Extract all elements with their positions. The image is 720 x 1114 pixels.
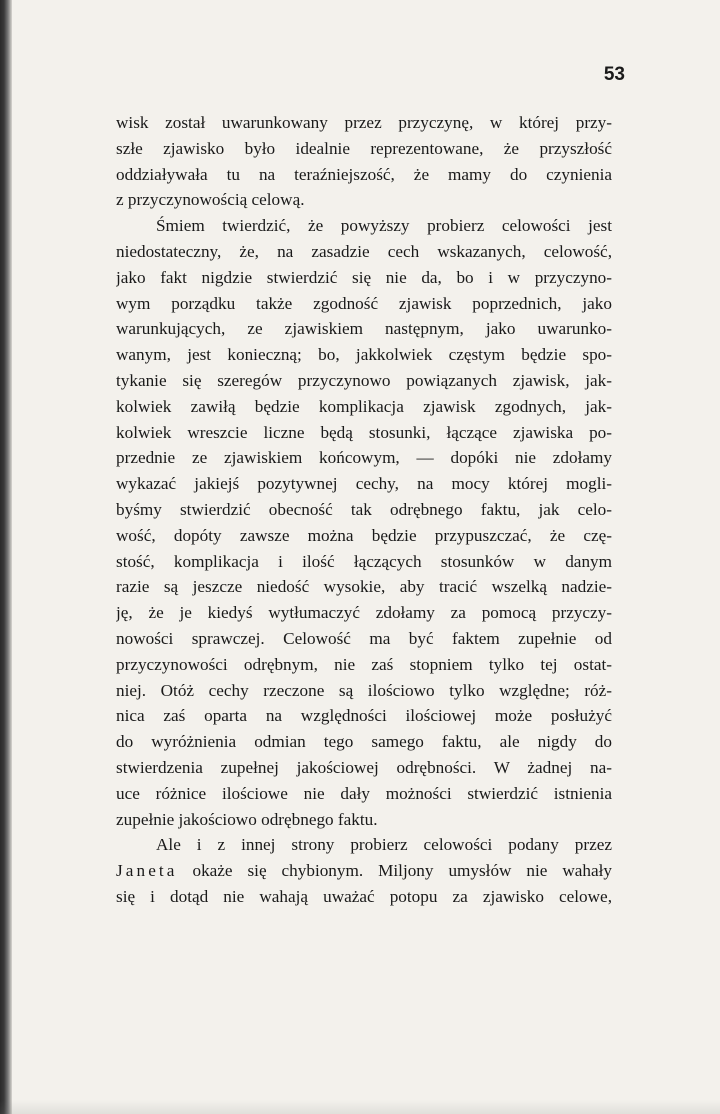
text-line: wykazać jakiejś pozytywnej cechy, na mocy której mogli- <box>116 474 612 494</box>
text-line: stość, komplikacja i ilość łączących stosunków w danym <box>116 551 612 571</box>
text-line <box>116 858 612 884</box>
page-number: 53 <box>603 64 625 85</box>
text-line: przyczynowości odrębnym, nie zaś stopniem tylko tej ostat- <box>116 654 612 674</box>
text-line: kolwiek wreszcie liczne będą stosunki, łączące zjawiska po- <box>116 422 612 442</box>
page-bottom-shadow <box>0 1100 720 1114</box>
text-line: zupełnie jakościowo odrębnego faktu. <box>116 809 378 829</box>
body-text <box>116 110 612 910</box>
text-line: uce różnice ilościowe nie dały możności stwierdzić istnienia <box>116 783 612 803</box>
text-fragment: okaże się chybionym. Miljony umysłów nie wahały <box>177 861 612 881</box>
text-line: stwierdzenia zupełnej jakościowej odrębności. W żadnej na- <box>116 757 612 777</box>
text-line: z przyczynowością celową. <box>116 190 305 210</box>
text-line: wanym, jest konieczną; bo, jakkolwiek częstym będzie spo- <box>116 345 612 365</box>
text-line: Śmiem twierdzić, że powyższy probierz celowości jest <box>156 216 612 236</box>
text-line: niedostateczny, że, na zasadzie cech wskazanych, celowość, <box>116 241 612 261</box>
text-line: jako fakt nigdzie stwierdzić się nie da, bo i w przyczyno- <box>116 267 612 287</box>
text-line: wisk został uwarunkowany przez przyczynę, w której przy- <box>116 113 612 132</box>
text-line: razie są jeszcze niedość wysokie, aby tracić wszelką nadzie- <box>116 577 612 597</box>
text-line: niej. Otóż cechy rzeczone są ilościowo tylko względne; róż- <box>116 680 612 700</box>
text-line: tykanie się szeregów przyczynowo powiązanych zjawisk, jak- <box>116 370 612 390</box>
text-line: przednie ze zjawiskiem końcowym, — dopóki nie zdołamy <box>116 448 612 468</box>
text-line: do wyróżnienia odmian tego samego faktu, ale nigdy do <box>116 732 612 752</box>
text-line: szłe zjawisko było idealnie reprezentowane, że przyszłość <box>116 138 612 158</box>
text-line: warunkujących, ze zjawiskiem następnym, jako uwarunko- <box>116 319 612 339</box>
text-line: nica zaś oparta na względności ilościowej może posłużyć <box>116 706 612 726</box>
text-line: Ale i z innej strony probierz celowości podany przez <box>156 835 612 855</box>
text-line: oddziaływała tu na teraźniejszość, że mamy do czynienia <box>116 164 612 184</box>
book-binding-edge <box>0 0 12 1114</box>
text-line: byśmy stwierdzić obecność tak odrębnego faktu, jak celo- <box>116 499 612 519</box>
text-line: ję, że je kiedyś wytłumaczyć zdołamy za pomocą przyczy- <box>116 603 612 623</box>
text-line: kolwiek zawiłą będzie komplikacja zjawisk zgodnych, jak- <box>116 396 612 416</box>
text-line: nowości sprawczej. Celowość ma być faktem zupełnie od <box>116 628 612 648</box>
author-name-spaced: Janeta <box>116 861 178 881</box>
text-line: wym porządku także zgodność zjawisk poprzednich, jako <box>116 293 612 313</box>
text-line: wość, dopóty zawsze można będzie przypuszczać, że czę- <box>116 525 612 545</box>
text-line: się i dotąd nie wahają uważać potopu za zjawisko celowe, <box>116 886 612 906</box>
